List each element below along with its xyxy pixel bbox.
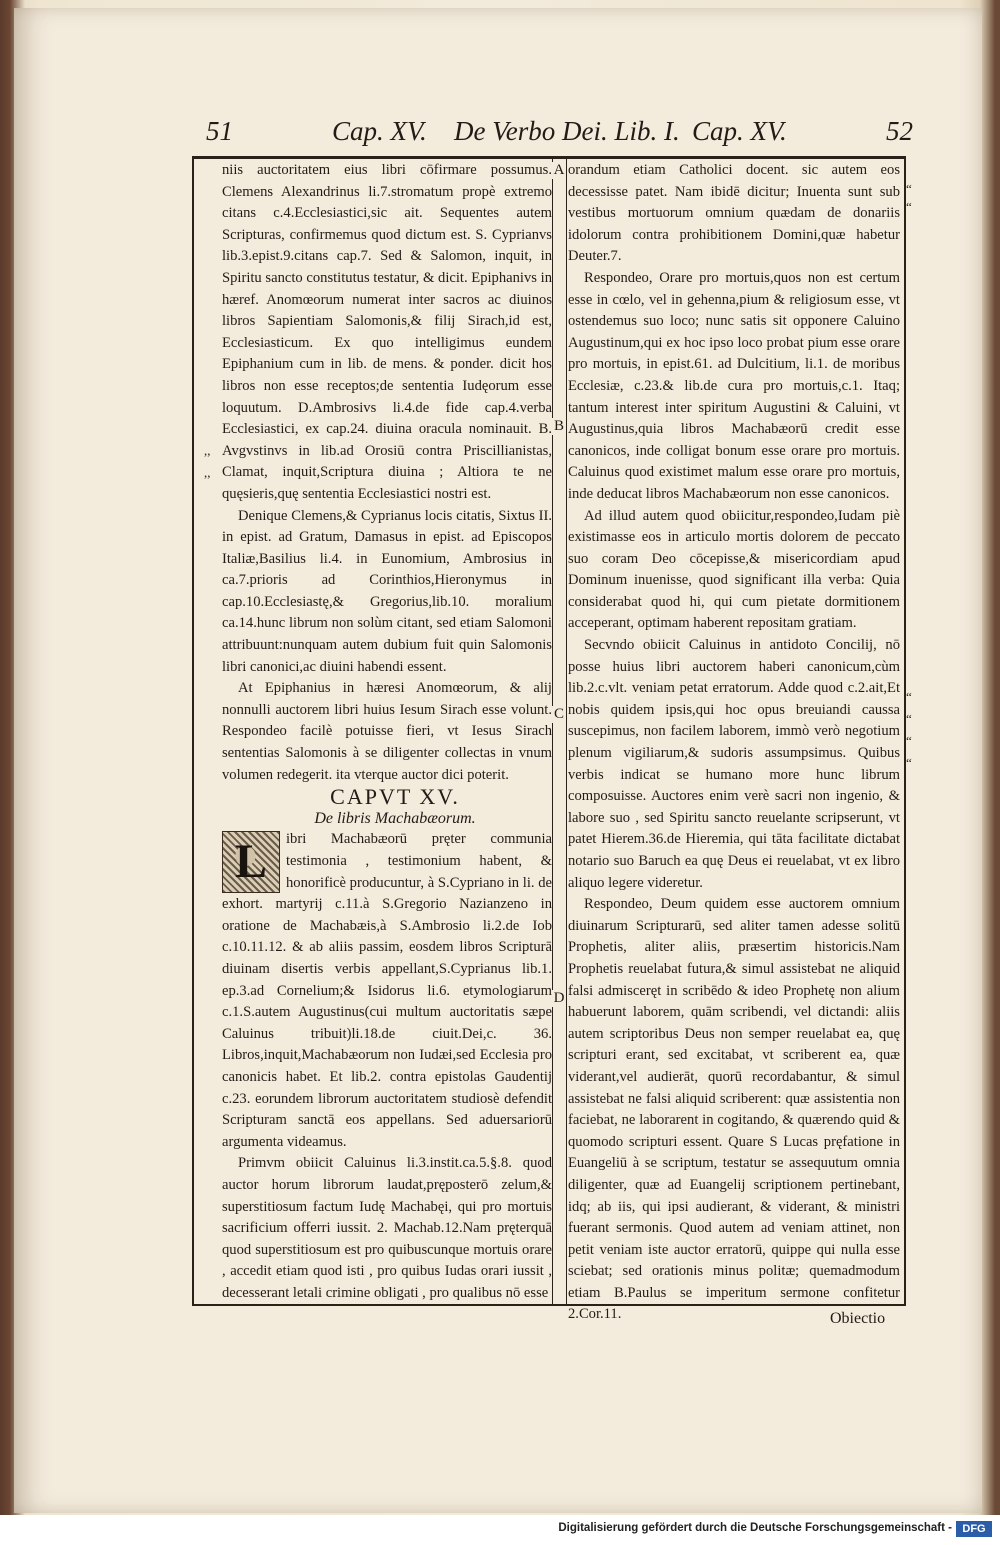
left-paragraph-4: ibri Machabæorū pręter communia testimonia , testimonium habent, & honorificè producuntur, à S.Cypriano in li. de exhort. martyrij c.11.à S.Gregorio Nazianzeno in oratione de Machabæis,à S.Ambrosio li.2.de Iob c.10.11.12. & ab aliis passim, eosdem libros Scripturā diuinam disertis verbis appellant,S.Cyprianus lib.1. ep.3.ad Cornelium;& Isidorus li.6. etymologiarum c.1.S.autem Augustinus(cui multum auctoritatis sæpe Caluinus tribuit)li.18.de ciuit.Dei,c. 36. Libros,inquit,Machabæorum non Iudæi,sed Ecclesia pro canonicis habet. Et lib.2. contra epistolas Gaudentij c.23. eorundem librorum auctoritatem studiosè defendit Scripturam sanctā eos appellans. Sed aduersariorū argumenta videamus. bbox=[222, 831, 552, 1150]
chapter-label-right: Cap. XV. bbox=[692, 116, 787, 146]
funding-notice: Digitalisierung gefördert durch die Deutsche Forschungsgemeinschaft - bbox=[558, 1522, 952, 1534]
right-paragraph-3: Ad illud autem quod obiicitur,respondeo,Iudam piè existimasse eos in articulo mortis dolorem de peccato suo coram Deo cōcepisse,& misericordiam apud Dominum inuenisse, quod significant illa verba: Quia considerabat quod hi, qui cum pietate dormitionem acceperant, optimam haberent repositam gratiam. bbox=[568, 507, 900, 632]
right-paragraph-4: Secvndo obiicit Caluinus in antidoto Concilij, nō posse huius libri auctorem haberi canonicum,cùm lib.2.c.vlt. veniam petat erratorum. Adde quod c.2.ait,Et nobis quidem ipsis,qui hoc opus breuiandi caussa suscepimus, non facilem laborem, immò verò negotium plenum vigiliarum,& sudoris assumpsimus. Quibus verbis indicat se humano more hunc librum composuisse. Auctores enim verè sacri non ingenio, & labore suo , sed Spiritu sancto reuelante scripserunt, vt patet Hierem.36.de Hieremia, qui tāta facilitate dictabat notario suo Baruch ea quę Deus ei reuelabat, vt ex libro aliquo legere videretur. bbox=[568, 637, 900, 891]
running-title: De Verbo Dei. Lib. I. bbox=[454, 116, 680, 146]
margin-marker-a: A bbox=[553, 162, 565, 178]
running-head bbox=[196, 116, 913, 156]
margin-marker-b: B bbox=[553, 418, 564, 434]
quote-mark: “ bbox=[906, 181, 912, 196]
quote-mark: ,, bbox=[204, 443, 211, 458]
chapter-heading: CAPVT XV. bbox=[330, 784, 460, 810]
left-paragraph-2: Denique Clemens,& Cyprianus locis citatis, Sixtus II. in epist. ad Gratum, Damasus in epist. ad Episcopos Italiæ,Basilius li.4. in Eunomium, Ambrosius in ca.7.prioris ad Corinthios,Hieronymus in cap.10.Ecclesiastę,& Gregorius,lib.10. moralium ca.14.hunc librum non solùm citant, sed etiam Salomoni attribuunt:nunquam autem dubium fuit quin Salomonis libri canonici,ac diuini habendi essent. bbox=[222, 507, 552, 675]
quote-mark: “ bbox=[906, 733, 912, 748]
margin-marker-c: C bbox=[553, 706, 564, 722]
quote-mark: “ bbox=[906, 711, 912, 726]
quote-mark: “ bbox=[906, 689, 912, 704]
column-rule-right bbox=[566, 156, 567, 1306]
left-paragraph-5: Primvm obiicit Caluinus li.3.instit.ca.5.§.8. quod auctor horum librorum laudat,pręposterō zelum,& superstitiosum factum Iudę Machabęi, qui pro mortuis sacrificium offerri iussit. 2. Machab.12.Nam pręterquā quod superstitiosum est pro quibuscunque mortuis orare , accedit etiam quod isti , pro quibus Iudas orari iussit , decesserant letali crimine obligati , pro qualibus nō esse bbox=[222, 1155, 552, 1301]
quote-mark: “ bbox=[906, 199, 912, 214]
right-paragraph-2: Respondeo, Orare pro mortuis,quos non est certum esse in cœlo, vel in gehenna,pium & religiosum esse, vt ostendemus suo loco; nunc satis sit opponere Caluino Augustinum,qui ex hoc ipso loco probat pium esse orare pro mortuis, in epist.61. ad Dulcitium, li.1. de moribus Ecclesiæ, c.23.& lib.de cura pro mortuis,c.1. Itaq; tantum interest inter spiritum Augustini & Caluini, vt Augustinus,quia libros Machabæorū credit esse canonicos, inde colligat bonum esse orare pro mortuis. Caluinus quod existimet malum esse orare pro mortuis, inde deducat libros Machabæorum non esse canonicos. bbox=[568, 269, 900, 502]
chapter-label-left: Cap. XV. bbox=[332, 116, 427, 146]
chapter-subheading: De libris Machabæorum. bbox=[314, 809, 476, 827]
initial-letter: L bbox=[234, 835, 267, 889]
dfg-logo: DFG bbox=[956, 1521, 992, 1537]
ornamental-initial bbox=[222, 831, 280, 893]
page-number-left: 51 bbox=[206, 116, 233, 146]
page-number-right: 52 bbox=[886, 116, 913, 146]
quote-mark: ,, bbox=[204, 465, 211, 480]
right-paragraph-1: orandum etiam Catholici docent. sic autem eos decessisse patet. Nam ibidē dicitur; Inuenta sunt sub vestibus mortuorum omnium quædam de donariis idolorum contra prohibitionem Domini,quæ habetur Deuter.7. bbox=[568, 162, 900, 265]
left-column bbox=[222, 160, 552, 1300]
right-paragraph-5: Respondeo, Deum quidem esse auctorem omnium diuinarum Scripturarū, sed aliter tamen adesse solitū Prophetis, aliter aliis, præsertim historicis.Nam Prophetis reuelabat futura,& simul assistebat ne aliquid falsi admisceręt in scribēdo & ideo Prophetę non alium habuerunt laborem, quām scribendi, vel dictandi: aliis autem scriptoribus Deus non semper reuelabat ea, quę scripturi erant, sed excitabat, vt scriberent ea, quæ viderant,vel audierāt, quorū recordabantur, & simul assistebat ne falsi aliquid scriberent: quæ assistentia non faciebat, ne laborarent in cogitando, & quærendo quid & quomodo scripturi essent. Quare S Lucas pręfatione in Euangeliū à se scriptum, testatur se assequutum omnia diligenter, quæ ad Euangelij scriptionem pertinebant, idq; ab iis, qui ipsi audierant, & viderant, & ministri fuerant sermonis. Quod autem ad veniam attinet, non petit veniam iste auctor erratorū, quippe qui nulla esse sciebat; sed orationis minus politæ; quemadmodum etiam B.Paulus se imperitum sermone confitetur 2.Cor.11. bbox=[568, 896, 900, 1323]
left-paragraph-1: niis auctoritatem eius libri cōfirmare possumus. Clemens Alexandrinus li.7.stromatum propè extremo citans c.4.Ecclesiastici,sic ait. Sequentes autem Scripturas, confirmemus quod dictum est. S. Cyprianvs lib.3.epist.9.citans cap.7. Sed & Salomon, inquit, in Spiritu sancto constitutus testatur, & dicit. Epiphanivs in hæref. Anomœorum numerat inter sacros ac diuinos libros Sapientiam Salomonis,& filij Sirach,id est, Ecclesiasticum. Ex quo intelligimus eundem Epiphanium cum in lib. de mens. & ponder. dicit hos libros non esse receptos;de sententia Iudęorum esse loquutum. D.Ambrosivs li.4.de fide cap.4.verba Ecclesiastici, ex cap.24. diuina oracula nominauit. B. Avgvstinvs in lib.ad Orosiū contra Priscillianistas, Clamat, inquit,Scriptura diuina ; Altiora te ne quęsieris,quę sententia Ecclesiastici nostri est. bbox=[222, 162, 552, 502]
quote-mark: “ bbox=[906, 755, 912, 770]
margin-marker-d: D bbox=[553, 990, 565, 1006]
catchword: Obiectio bbox=[830, 1310, 886, 1327]
left-paragraph-3: At Epiphanius in hæresi Anomœorum, & alij nonnulli auctorem libri huius Iesum Sirach esse volunt. Respondeo facilè potuisse fieri, vt Iesus Sirach sententias Salomonis à se diligenter collectas in vnum volumen redegerit. ita vterque auctor dici poterit. bbox=[222, 680, 552, 783]
column-rule-left bbox=[552, 156, 553, 1306]
